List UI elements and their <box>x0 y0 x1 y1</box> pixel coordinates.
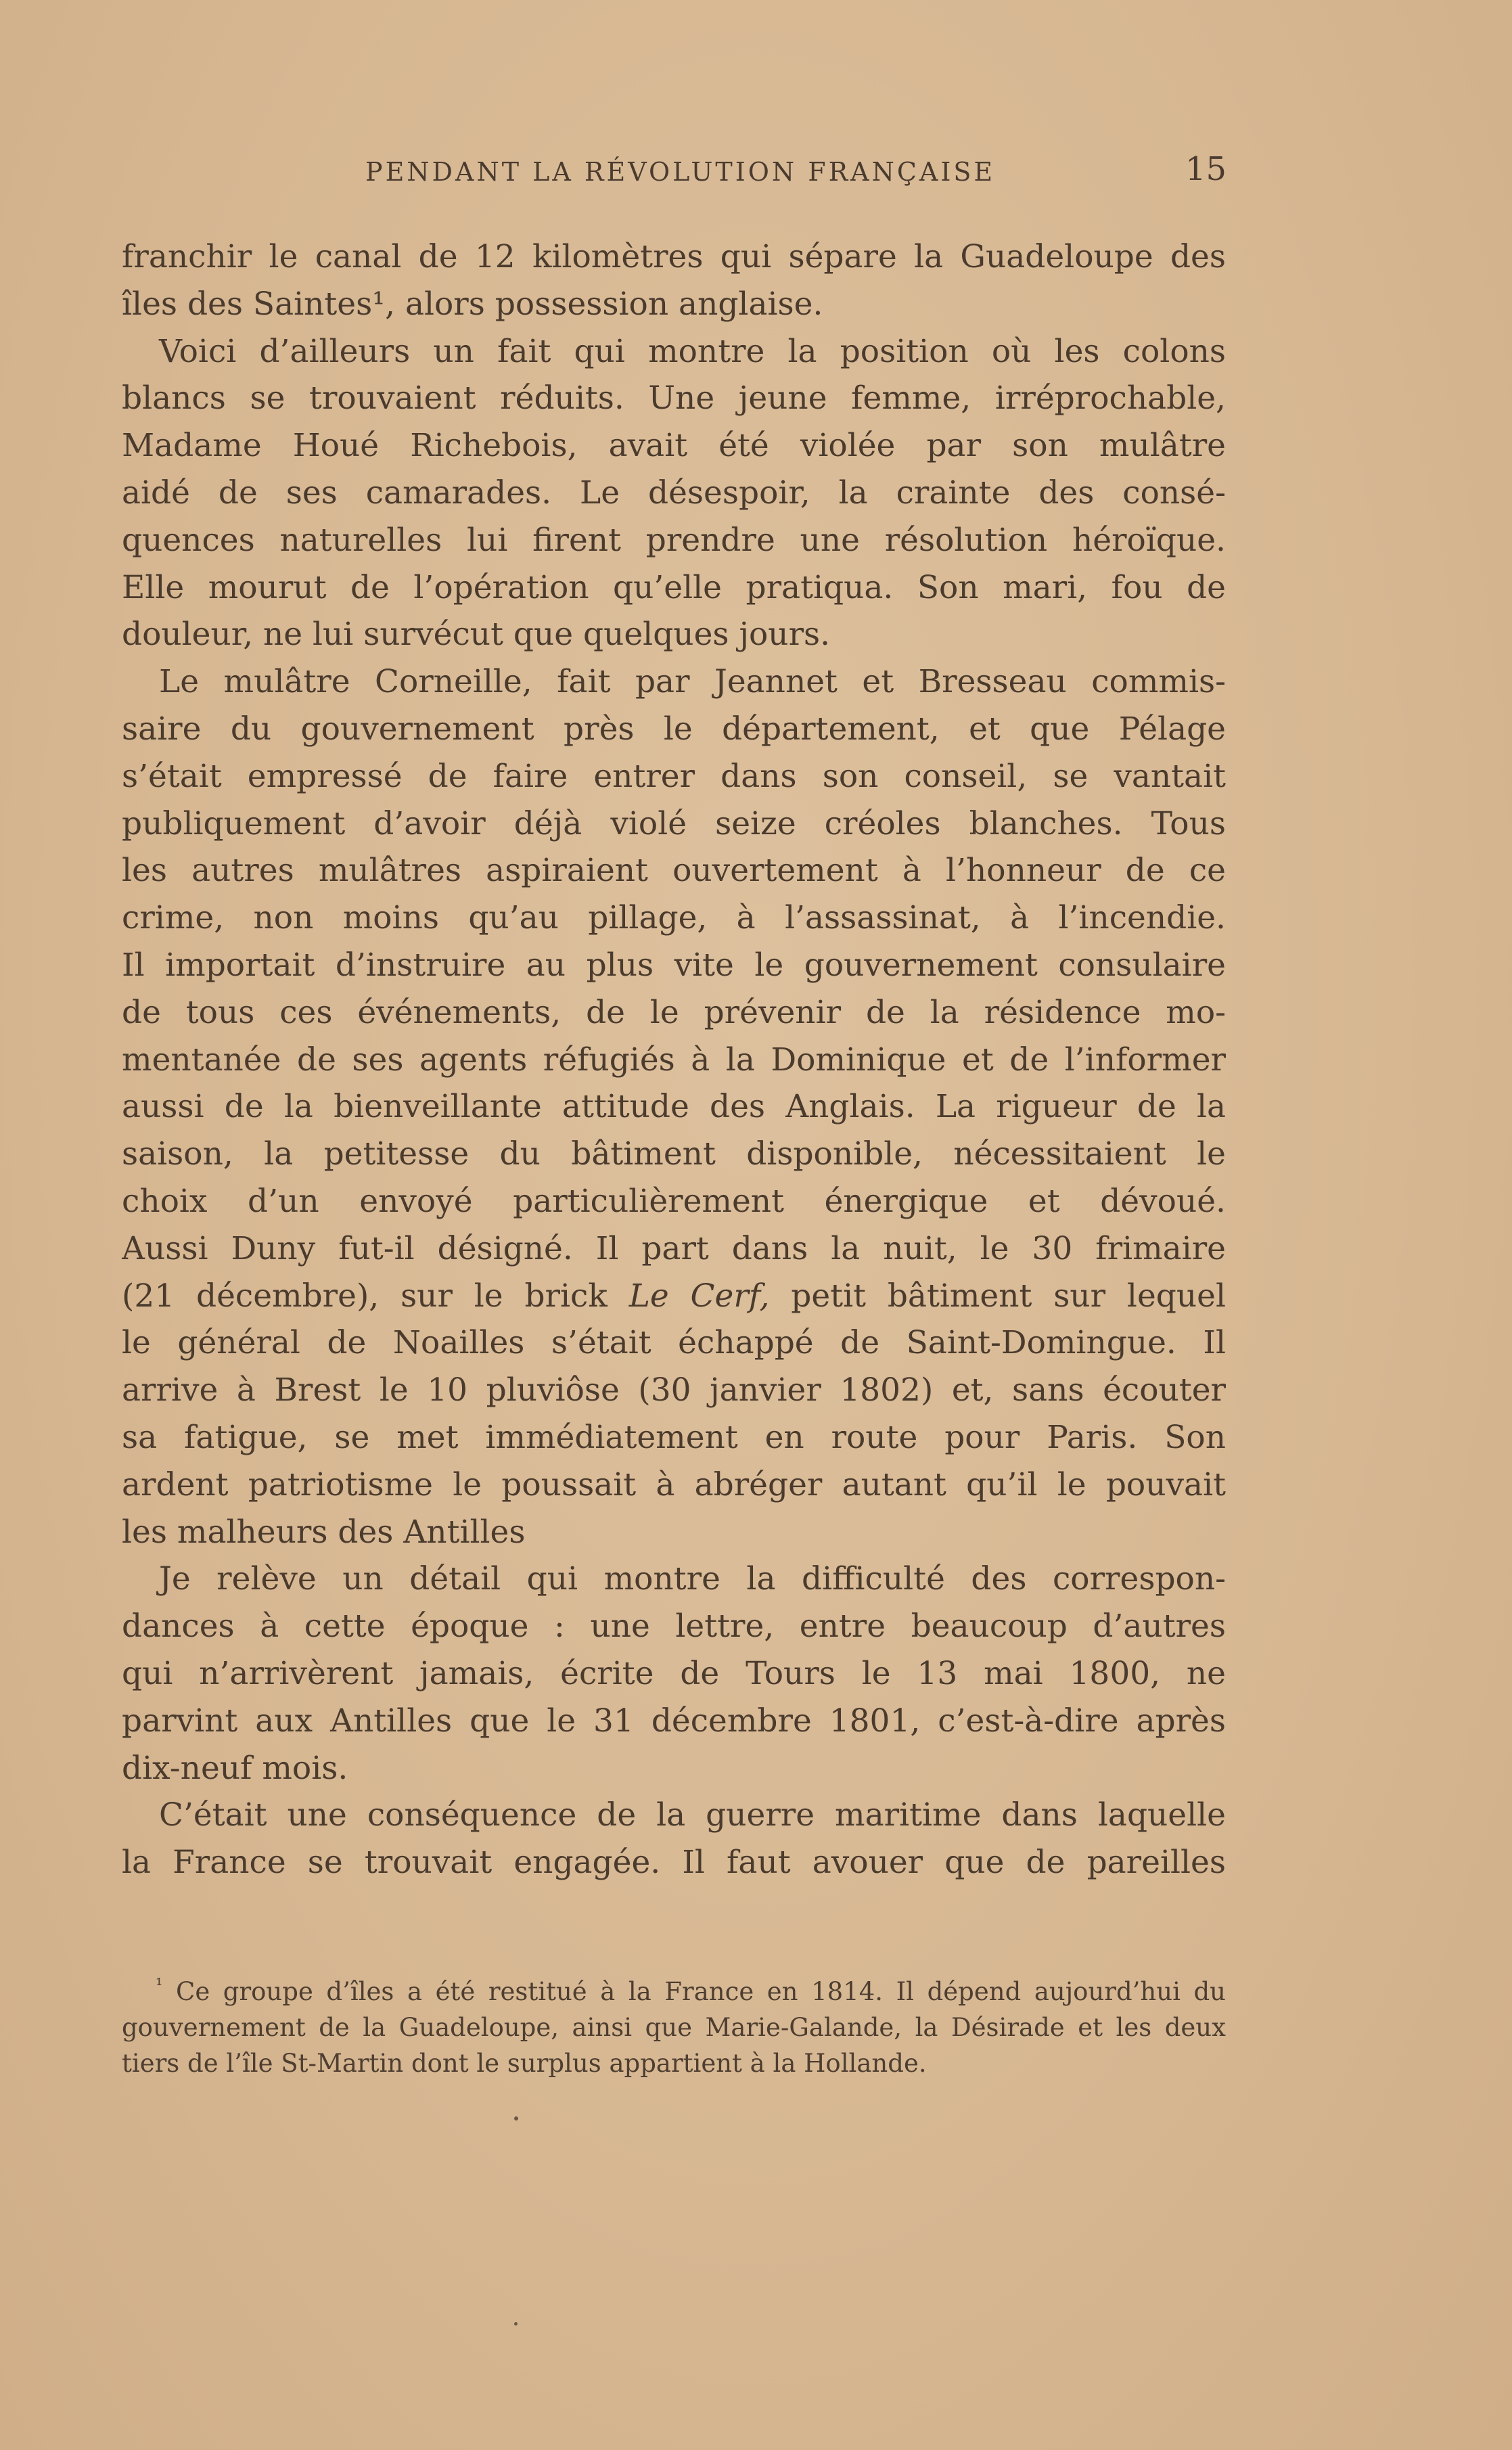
text-fragment: petit bâtiment sur lequel <box>791 1277 1226 1315</box>
paper-speck <box>514 2322 518 2326</box>
paper-speck <box>514 2116 518 2120</box>
text-line-with-ship-name <box>122 1273 1226 1320</box>
text-line: les malheurs des Antilles <box>122 1513 526 1551</box>
footnote-line: gouvernement de la Guadeloupe, ainsi que Marie-Galande, la Désirade et les deux <box>122 2013 1226 2042</box>
footnote-text: Ce groupe d’îles a été restitué à la France en 1814. Il dépend aujourd’hui du <box>176 1977 1226 2006</box>
running-title: PENDANT LA RÉVOLUTION FRANÇAISE <box>365 157 996 187</box>
text-line: dances à cette époque : une lettre, entre beaucoup d’autres <box>122 1608 1226 1646</box>
text-line: Il importait d’instruire au plus vite le gouvernement consulaire <box>122 946 1226 984</box>
footnote-line <box>122 1974 1226 2010</box>
text-line: îles des Saintes¹, alors possession anglaise. <box>122 285 823 323</box>
text-line: saire du gouvernement près le département, et que Pélage <box>122 710 1226 748</box>
text-line: blancs se trouvaient réduits. Une jeune femme, irréprochable, <box>122 380 1226 417</box>
text-fragment: (21 décembre), sur le brick <box>122 1277 608 1315</box>
footnote-marker: ¹ <box>156 1975 163 1996</box>
footnote <box>122 1974 1226 2081</box>
ship-name: Le Cerf, <box>628 1277 770 1315</box>
text-line: s’était empressé de faire entrer dans son conseil, se vantait <box>122 757 1226 795</box>
text-line: dix-neuf mois. <box>122 1749 348 1787</box>
text-line: Je relève un détail qui montre la difficulté des correspon- <box>159 1560 1226 1598</box>
text-line: Elle mourut de l’opération qu’elle pratiqua. Son mari, fou de <box>122 568 1226 606</box>
text-line: Voici d’ailleurs un fait qui montre la position où les colons <box>159 332 1226 370</box>
text-line: de tous ces événements, de le prévenir de la résidence mo- <box>122 993 1226 1031</box>
page-number: 15 <box>1185 150 1227 188</box>
text-line: saison, la petitesse du bâtiment disponible, nécessitaient le <box>122 1135 1226 1173</box>
body-text <box>122 233 1226 1886</box>
text-line: crime, non moins qu’au pillage, à l’assassinat, à l’incendie. <box>122 899 1226 937</box>
text-line: le général de Noailles s’était échappé de Saint-Domingue. Il <box>122 1324 1226 1362</box>
text-line: la France se trouvait engagée. Il faut avouer que de pareilles <box>122 1844 1226 1882</box>
text-line: parvint aux Antilles que le 31 décembre 1801, c’est-à-dire après <box>122 1702 1226 1740</box>
text-line: choix d’un envoyé particulièrement énergique et dévoué. <box>122 1182 1226 1220</box>
text-line: mentanée de ses agents réfugiés à la Dominique et de l’informer <box>122 1041 1226 1079</box>
text-line: aussi de la bienveillante attitude des Anglais. La rigueur de la <box>122 1088 1226 1126</box>
text-line: qui n’arrivèrent jamais, écrite de Tours le 13 mai 1800, ne <box>122 1654 1226 1692</box>
text-line: Aussi Duny fut-il désigné. Il part dans la nuit, le 30 frimaire <box>122 1229 1226 1267</box>
text-line: aidé de ses camarades. Le désespoir, la crainte des consé- <box>122 474 1226 512</box>
text-line: les autres mulâtres aspiraient ouvertement à l’honneur de ce <box>122 852 1226 890</box>
text-line: C’était une conséquence de la guerre maritime dans laquelle <box>159 1796 1226 1834</box>
text-line: Le mulâtre Corneille, fait par Jeannet et Bresseau commis- <box>159 663 1226 701</box>
text-line: publiquement d’avoir déjà violé seize créoles blanches. Tous <box>122 804 1226 842</box>
text-line: ardent patriotisme le poussait à abréger autant qu’il le pouvait <box>122 1466 1226 1503</box>
footnote-line: tiers de l’île St-Martin dont le surplus appartient à la Hollande. <box>122 2049 927 2078</box>
text-line: franchir le canal de 12 kilomètres qui sépare la Guadeloupe des <box>122 238 1226 275</box>
text-line: sa fatigue, se met immédiatement en route pour Paris. Son <box>122 1418 1226 1456</box>
text-line: Madame Houé Richebois, avait été violée par son mulâtre <box>122 427 1226 465</box>
text-line: arrive à Brest le 10 pluviôse (30 janvier 1802) et, sans écouter <box>122 1371 1226 1409</box>
text-line: douleur, ne lui survécut que quelques jours. <box>122 616 831 654</box>
text-line: quences naturelles lui firent prendre une résolution héroïque. <box>122 521 1226 559</box>
